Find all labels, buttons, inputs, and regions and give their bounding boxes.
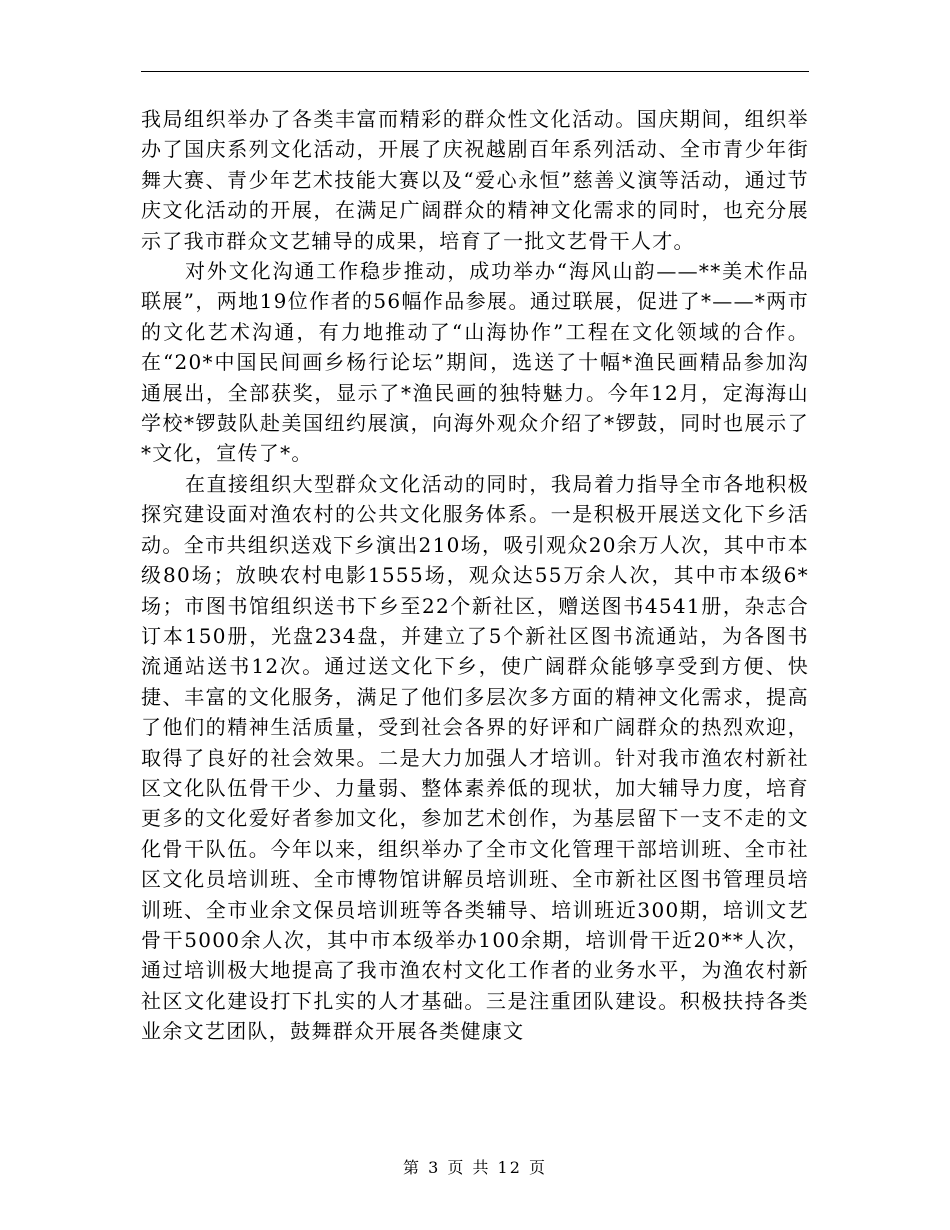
paragraph-continued: 我局组织举办了各类丰富而精彩的群众性文化活动。国庆期间，组织举办了国庆系列文化活动，开展了庆祝越剧百年系列活动、全市青少年街舞大赛、青少年艺术技能大赛以及“爱心永恒”慈善义演等活动，通过节庆文化活动的开展，在满足广阔群众的精神文化需求的同时，也充分展示了我市群众文艺辅导的成果，培育了一批文艺骨干人才。 xyxy=(141,107,809,253)
header-rule xyxy=(141,71,809,72)
body-text xyxy=(141,104,809,1047)
paragraph-public-service: 在直接组织大型群众文化活动的同时，我局着力指导全市各地积极探究建设面对渔农村的公共文化服务体系。一是积极开展送文化下乡活动。全市共组织送戏下乡演出210场，吸引观众20余万人次，其中市本级80场；放映农村电影1555场，观众达55万余人次，其中市本级6*场；市图书馆组织送书下乡至22个新社区，赠送图书4541册，杂志合订本150册，光盘234盘，并建立了5个新社区图书流通站，为各图书流通站送书12次。通过送文化下乡，使广阔群众能够享受到方便、快捷、丰富的文化服务，满足了他们多层次多方面的精神文化需求，提高了他们的精神生活质量，受到社会各界的好评和广阔群众的热烈欢迎，取得了良好的社会效果。二是大力加强人才培训。针对我市渔农村新社区文化队伍骨干少、力量弱、整体素养低的现状，加大辅导力度，培育更多的文化爱好者参加文化，参加艺术创作，为基层留下一支不走的文化骨干队伍。今年以来，组织举办了全市文化管理干部培训班、全市社区文化员培训班、全市博物馆讲解员培训班、全市新社区图书管理员培训班、全市业余文保员培训班等各类辅导、培训班近300期，培训文艺骨干5000余人次，其中市本级举办100余期，培训骨干近20**人次，通过培训极大地提高了我市渔农村文化工作者的业务水平，为渔农村新社区文化建设打下扎实的人才基础。三是注重团队建设。积极扶持各类业余文艺团队，鼓舞群众开展各类健康文 xyxy=(141,471,809,1044)
paragraph-cultural-exchange: 对外文化沟通工作稳步推动，成功举办“海风山韵——**美术作品联展”，两地19位作者的56幅作品参展。通过联展，促进了*——*两市的文化艺术沟通，有力地推动了“山海协作”工程在文化领域的合作。在“20*中国民间画乡杨行论坛”期间，选送了十幅*渔民画精品参加沟通展出，全部获奖，显示了*渔民画的独特魅力。今年12月，定海海山学校*锣鼓队赴美国纽约展演，向海外观众介绍了*锣鼓，同时也展示了*文化，宣传了*。 xyxy=(141,259,809,466)
page-number-footer: 第 3 页 共 12 页 xyxy=(403,1158,547,1177)
